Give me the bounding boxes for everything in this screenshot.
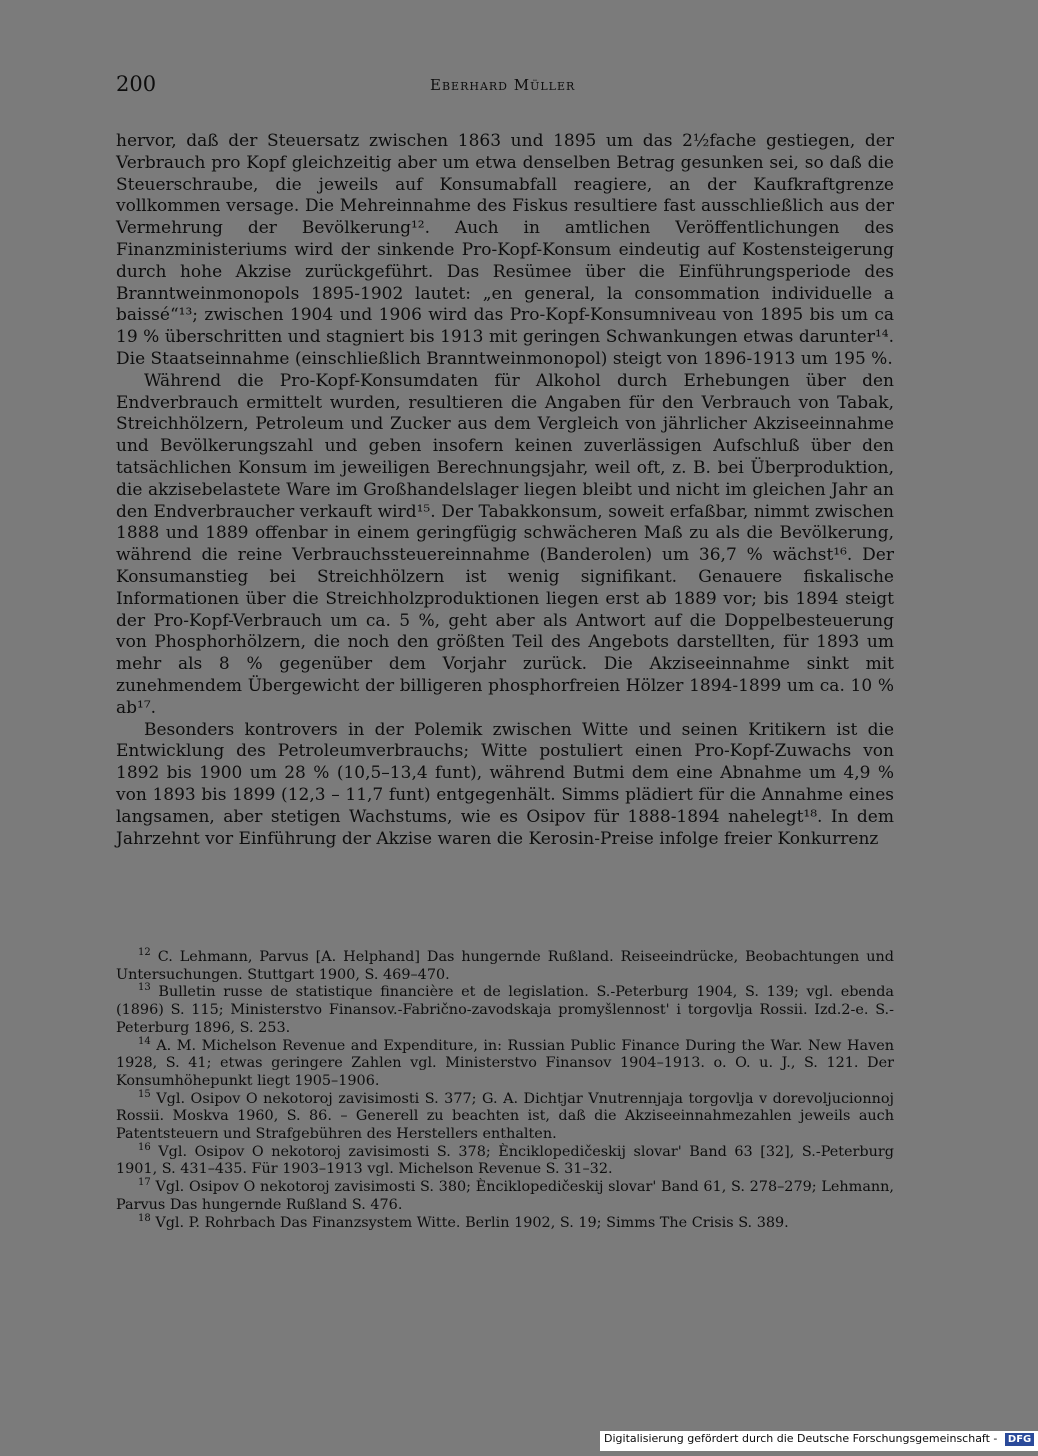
- paragraph: Besonders kontrovers in der Polemik zwischen Witte und seinen Kritikern ist die Entwicklung des Petroleumverbrauchs; Witte postuliert einen Pro-Kopf-Zuwachs von 1892 bis 1900 um 28 % (10,5–13,4 funt), während Butmi dem eine Abnahme um 4,9 % von 1893 bis 1899 (12,3 – 11,7 funt) entgegenhält. Simms plädiert für die Annahme eines langsamen, aber stetigen Wachstums, wie es Osipov für 1888-1894 nahelegt¹⁸. In dem Jahrzehnt vor Einführung der Akzise waren die Kerosin-Preise infolge freier Konkurrenz: [116, 719, 894, 849]
- footnote: $^{16}$ Vgl. Osipov O nekotoroj zavisimosti S. 378; Ènciklopedičeskij slovar' Band 63 [32], S.-Peterburg 1901, S. 431–435. Für 1903–1913 vgl. Michelson Revenue S. 31–32.: [116, 1141, 894, 1178]
- footnote: $^{14}$ A. M. Michelson Revenue and Expenditure, in: Russian Public Finance During the War. New Haven 1928, S. 41; etwas geringere Zahlen vgl. Ministerstvo Finansov 1904–1913. o. O. u. J., S. 121. Der Konsumhöhepunkt liegt 1905–1906.: [116, 1035, 895, 1089]
- footnote: $^{17}$ Vgl. Osipov O nekotoroj zavisimosti S. 380; Ènciklopedičeskij slovar' Band 61, S. 278–279; Lehmann, Parvus Das hungernde Rußland S. 476.: [116, 1177, 895, 1213]
- footnote: $^{12}$ C. Lehmann, Parvus [A. Helphand] Das hungernde Rußland. Reiseeindrücke, Beobachtungen und Untersuchungen. Stuttgart 1900, S. 469–470.: [116, 947, 895, 983]
- credit-text: Digitalisierung gefördert durch die Deutsche Forschungsgemeinschaft -: [604, 1432, 998, 1445]
- digitization-credit: [600, 1431, 1038, 1451]
- paragraph: hervor, daß der Steuersatz zwischen 1863 und 1895 um das 2½fache gestiegen, der Verbrauch pro Kopf gleichzeitig aber um etwa denselben Betrag gesunken sei, so daß die Steuerschraube, die jeweils auf Konsumabfall reagiere, an der Kaufkraftgrenze vollkommen versage. Die Mehreinnahme des Fiskus resultiere fast ausschließlich aus der Vermehrung der Bevölkerung¹². Auch in amtlichen Veröffentlichungen des Finanzministeriums wird der sinkende Pro-Kopf-Konsum eindeutig auf Kostensteigerung durch hohe Akzise zurückgeführt. Das Resümee über die Einführungsperiode des Branntweinmonopols 1895-1902 lautet: „en general, la consommation individuelle a baissé“¹³; zwischen 1904 und 1906 wird das Pro-Kopf-Konsumniveau von 1895 bis um ca 19 % überschritten und stagniert bis 1913 mit geringen Schwankungen etwas darunter¹⁴. Die Staatseinnahme (einschließlich Branntweinmonopol) steigt von 1896-1913 um 195 %.: [116, 131, 894, 369]
- dfg-logo-icon: DFG: [1005, 1433, 1034, 1446]
- page-number: 200: [116, 72, 157, 96]
- main-text: [116, 131, 894, 850]
- footnotes: [116, 949, 894, 1232]
- running-head: Eberhard Müller: [430, 76, 576, 94]
- footnote: $^{15}$ Vgl. Osipov O nekotoroj zavisimosti S. 377; G. A. Dichtjar Vnutrennjaja torgovlja v dorevoljucionnoj Rossii. Moskva 1960, S. 86. – Generell zu beachten ist, daß die Akziseeinnahmezahlen jeweils auch Patentsteuern und Strafgebühren des Herstellers enthalten.: [116, 1088, 894, 1143]
- footnote: $^{18}$ Vgl. P. Rohrbach Das Finanzsystem Witte. Berlin 1902, S. 19; Simms The Crisis S. 389.: [138, 1212, 789, 1231]
- paragraph: Während die Pro-Kopf-Konsumdaten für Alkohol durch Erhebungen über den Endverbrauch ermittelt wurden, resultieren die Angaben für den Verbrauch von Tabak, Streichhölzern, Petroleum und Zucker aus dem Vergleich von jährlicher Akziseeinnahme und Bevölkerungszahl und geben insofern keinen zuverlässigen Aufschluß über den tatsächlichen Konsum im jeweiligen Berechnungsjahr, weil oft, z. B. bei Überproduktion, die akzisebelastete Ware im Großhandelslager liegen bleibt und nicht im gleichen Jahr an den Endverbraucher verkauft wird¹⁵. Der Tabakkonsum, soweit erfaßbar, nimmt zwischen 1888 und 1889 offenbar in einem geringfügig schwächeren Maß zu als die Bevölkerung, während die reine Verbrauchssteuereinnahme (Banderolen) um 36,7 % wächst¹⁶. Der Konsumanstieg bei Streichhölzern ist wenig signifikant. Genauere fiskalische Informationen über die Streichholzproduktionen liegen erst ab 1889 vor; bis 1894 steigt der Pro-Kopf-Verbrauch um ca. 5 %, geht aber als Antwort auf die Doppelbesteuerung von Phosphorhölzern, die noch den größten Teil des Angebots darstellten, für 1893 um mehr als 8 % gegenüber dem Vorjahr zurück. Die Akziseeinnahme sinkt mit zunehmendem Übergewicht der billigeren phosphorfreien Hölzer 1894-1899 um ca. 10 % ab¹⁷.: [116, 370, 894, 718]
- footnote: $^{13}$ Bulletin russe de statistique financière et de legislation. S.-Peterburg 1904, S. 139; vgl. ebenda (1896) S. 115; Ministerstvo Finansov.-Fabrično-zavodskaja promyšlennost' i torgovlja Rossii. Izd.2-e. S.-Peterburg 1896, S. 253.: [116, 982, 894, 1036]
